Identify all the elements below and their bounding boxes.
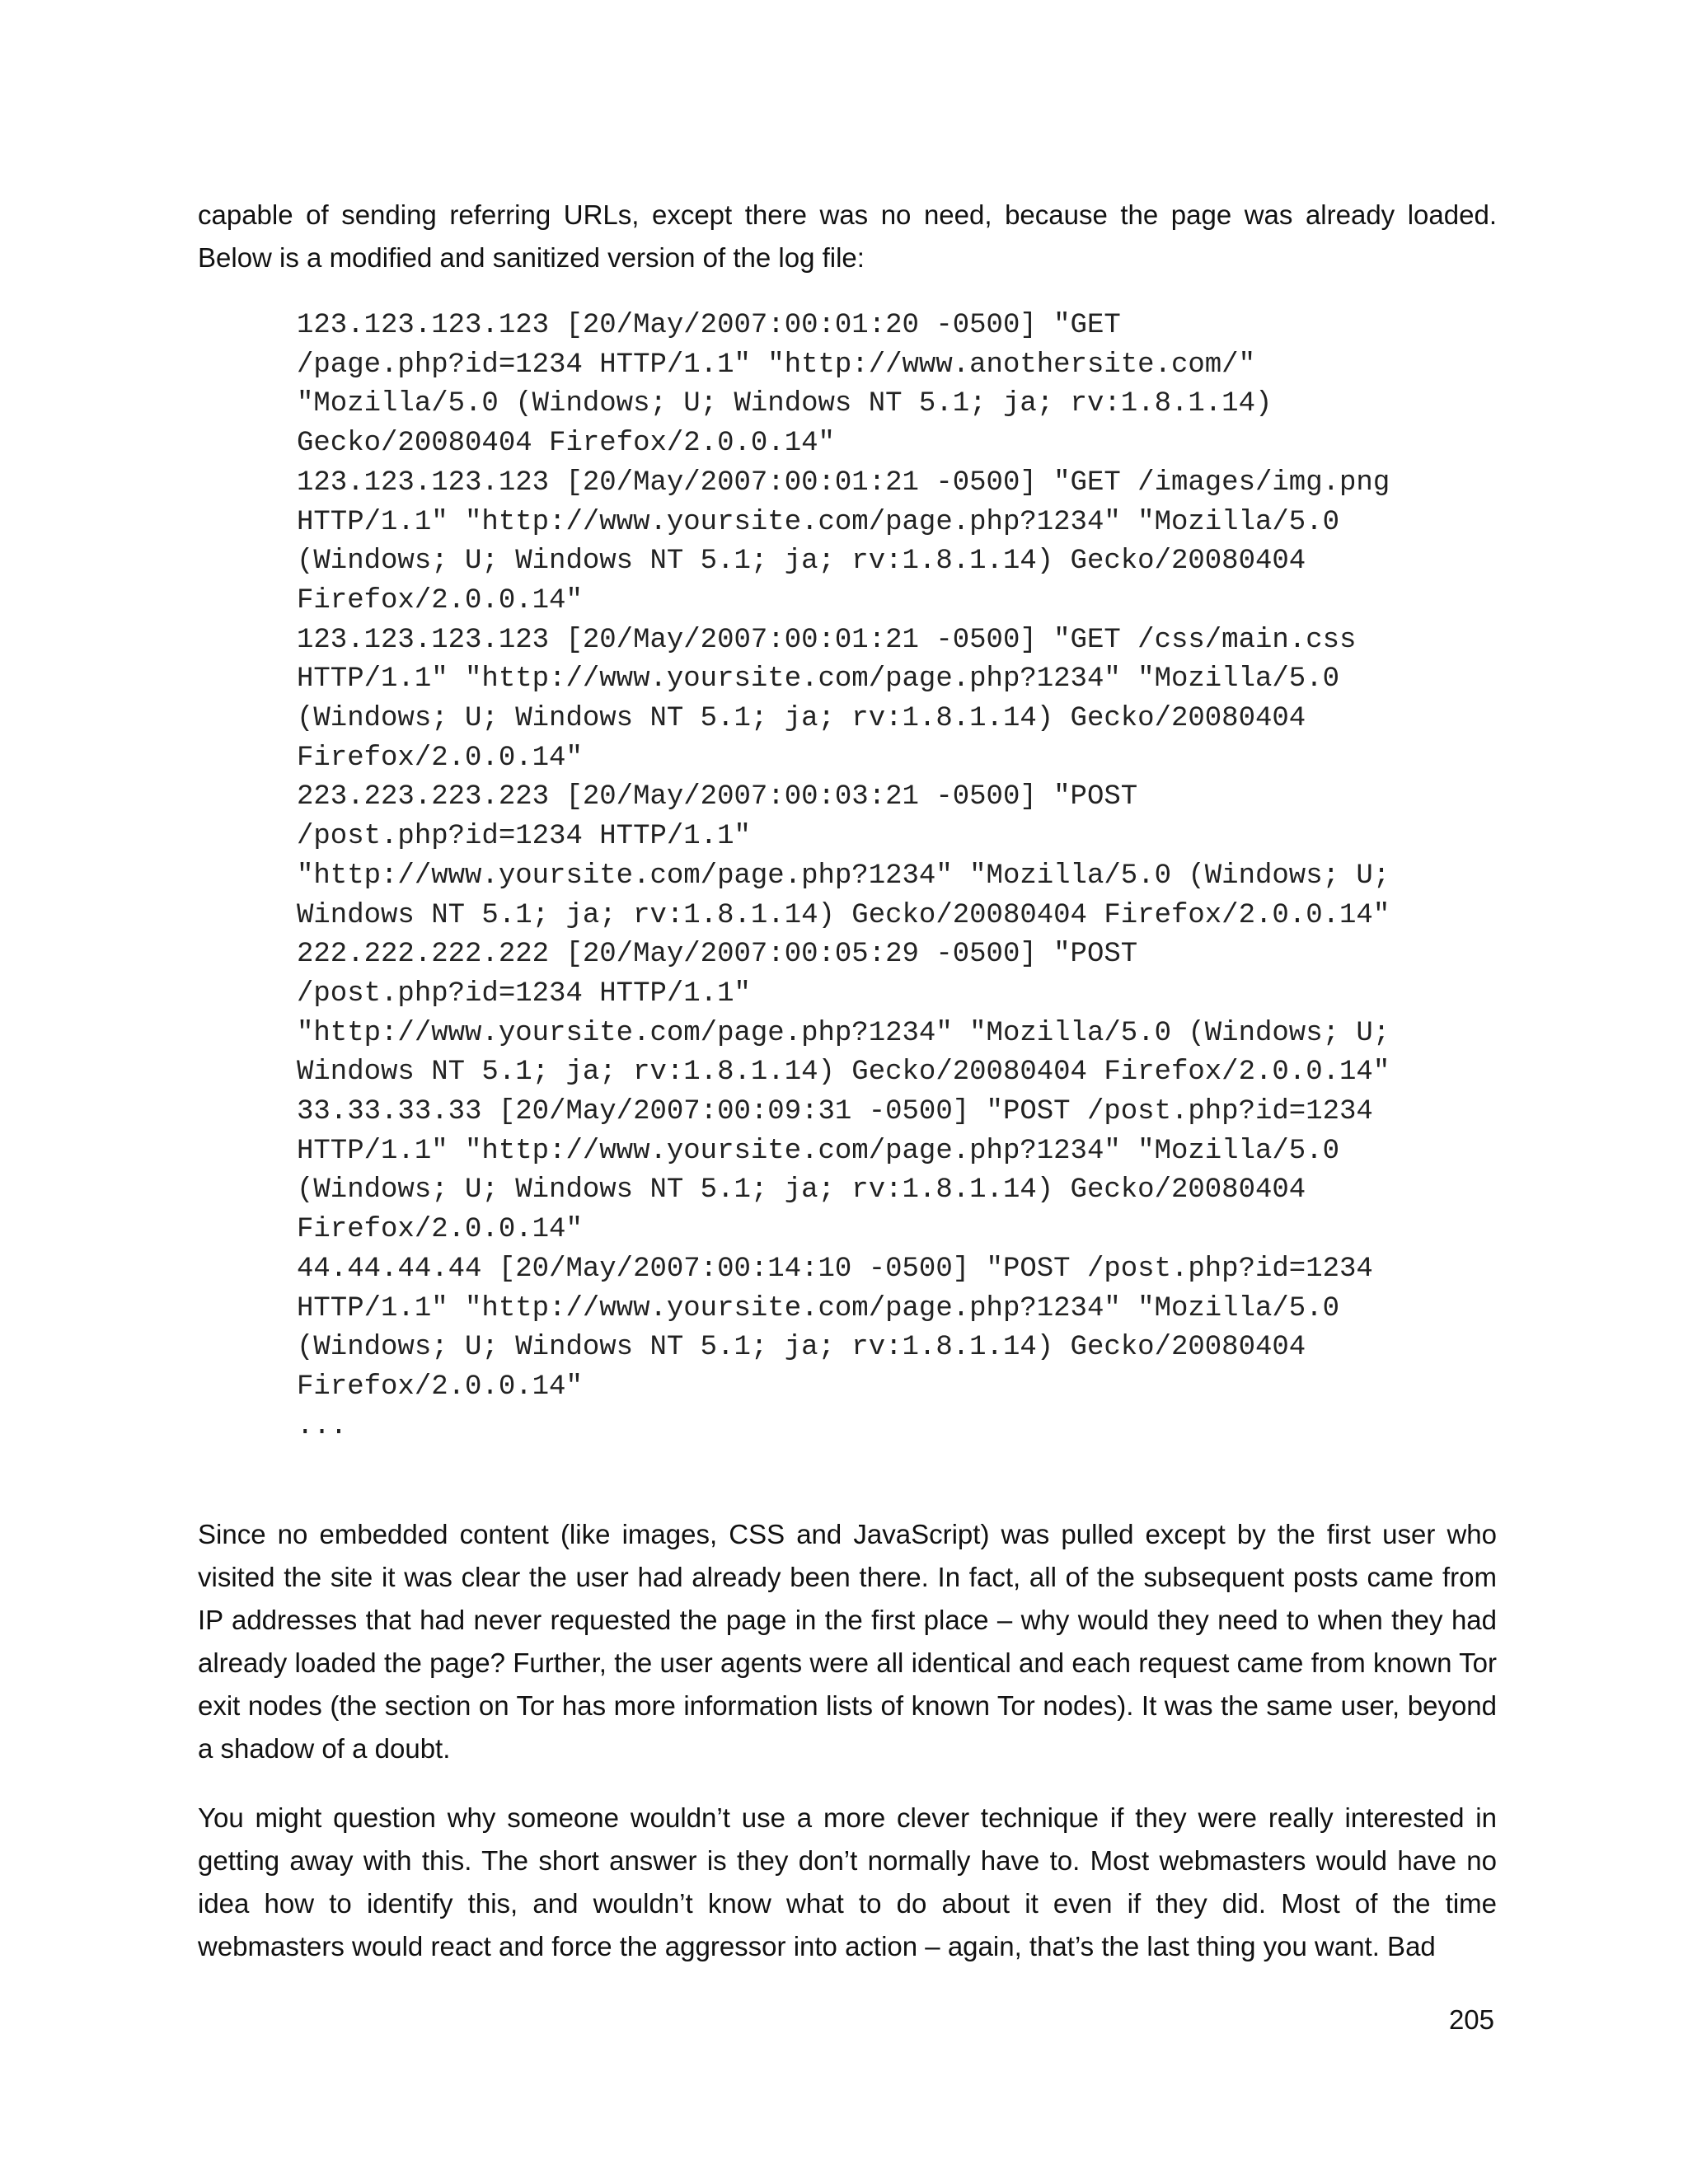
- log-line: HTTP/1.1" "http://www.yoursite.com/page.php?1234" "Mozilla/5.0: [297, 1135, 1340, 1167]
- analysis-paragraph: Since no embedded content (like images, CSS and JavaScript) was pulled except by the first user who visited the site it was clear the user had already been there. In fact, all of the subsequent posts came from IP addresses that had never requested the page in the first place – why would they need to when they had already loaded the page? Further, the user agents were all identical and each request came from known Tor exit nodes (the section on Tor has more information lists of known Tor nodes). It was the same user, beyond a shadow of a doubt.: [198, 1519, 1497, 1764]
- log-line: HTTP/1.1" "http://www.yoursite.com/page.php?1234" "Mozilla/5.0: [297, 1292, 1340, 1324]
- log-line: HTTP/1.1" "http://www.yoursite.com/page.php?1234" "Mozilla/5.0: [297, 663, 1340, 696]
- log-line: 123.123.123.123 [20/May/2007:00:01:21 -0500] "GET /css/main.css: [297, 624, 1357, 656]
- intro-paragraph: capable of sending referring URLs, except there was no need, because the page was already loaded. Below is a modified and sanitized version of the log file:: [198, 199, 1497, 273]
- log-line: 44.44.44.44 [20/May/2007:00:14:10 -0500] "POST /post.php?id=1234: [297, 1253, 1373, 1285]
- log-line: /post.php?id=1234 HTTP/1.1": [297, 821, 751, 853]
- log-line: Firefox/2.0.0.14": [297, 742, 583, 774]
- log-line: HTTP/1.1" "http://www.yoursite.com/page.php?1234" "Mozilla/5.0: [297, 506, 1340, 538]
- log-line: Windows NT 5.1; ja; rv:1.8.1.14) Gecko/20080404 Firefox/2.0.0.14": [297, 1057, 1390, 1089]
- log-line: Firefox/2.0.0.14": [297, 1371, 583, 1403]
- log-line: /page.php?id=1234 HTTP/1.1" "http://www.anothersite.com/": [297, 349, 1255, 381]
- log-line: 223.223.223.223 [20/May/2007:00:03:21 -0500] "POST: [297, 781, 1138, 813]
- log-line: Firefox/2.0.0.14": [297, 584, 583, 616]
- log-line: (Windows; U; Windows NT 5.1; ja; rv:1.8.1.14) Gecko/20080404: [297, 1174, 1306, 1207]
- log-line: /post.php?id=1234 HTTP/1.1": [297, 977, 751, 1010]
- log-line: 123.123.123.123 [20/May/2007:00:01:20 -0500] "GET: [297, 310, 1121, 341]
- log-line: (Windows; U; Windows NT 5.1; ja; rv:1.8.1.14) Gecko/20080404: [297, 1332, 1306, 1364]
- log-file-code-block: [297, 307, 1500, 1446]
- explanation-paragraph: You might question why someone wouldn’t use a more clever technique if they were really interested in getting away with this. The short answer is they don’t normally have to. Most webmasters would have no idea how to identify this, and wouldn’t know what to do about it even if they did. Most of the time webmasters would react and force the aggressor into action – again, that’s the last thing you want. Bad: [198, 1802, 1497, 1961]
- log-line: 222.222.222.222 [20/May/2007:00:05:29 -0500] "POST: [297, 939, 1138, 971]
- log-line: "http://www.yoursite.com/page.php?1234" "Mozilla/5.0 (Windows; U;: [297, 860, 1390, 892]
- page-number: 205: [1448, 2004, 1494, 2035]
- log-line: (Windows; U; Windows NT 5.1; ja; rv:1.8.1.14) Gecko/20080404: [297, 703, 1306, 735]
- log-line: ...: [297, 1410, 348, 1442]
- log-line: 33.33.33.33 [20/May/2007:00:09:31 -0500] "POST /post.php?id=1234: [297, 1096, 1373, 1128]
- log-line: "http://www.yoursite.com/page.php?1234" "Mozilla/5.0 (Windows; U;: [297, 1017, 1390, 1049]
- log-line: 123.123.123.123 [20/May/2007:00:01:21 -0500] "GET /images/img.png: [297, 466, 1390, 499]
- log-line: Firefox/2.0.0.14": [297, 1214, 583, 1246]
- log-line: Windows NT 5.1; ja; rv:1.8.1.14) Gecko/20080404 Firefox/2.0.0.14": [297, 899, 1390, 931]
- log-line: "Mozilla/5.0 (Windows; U; Windows NT 5.1; ja; rv:1.8.1.14): [297, 388, 1273, 420]
- log-line: (Windows; U; Windows NT 5.1; ja; rv:1.8.1.14) Gecko/20080404: [297, 546, 1306, 578]
- log-line: Gecko/20080404 Firefox/2.0.0.14": [297, 428, 835, 460]
